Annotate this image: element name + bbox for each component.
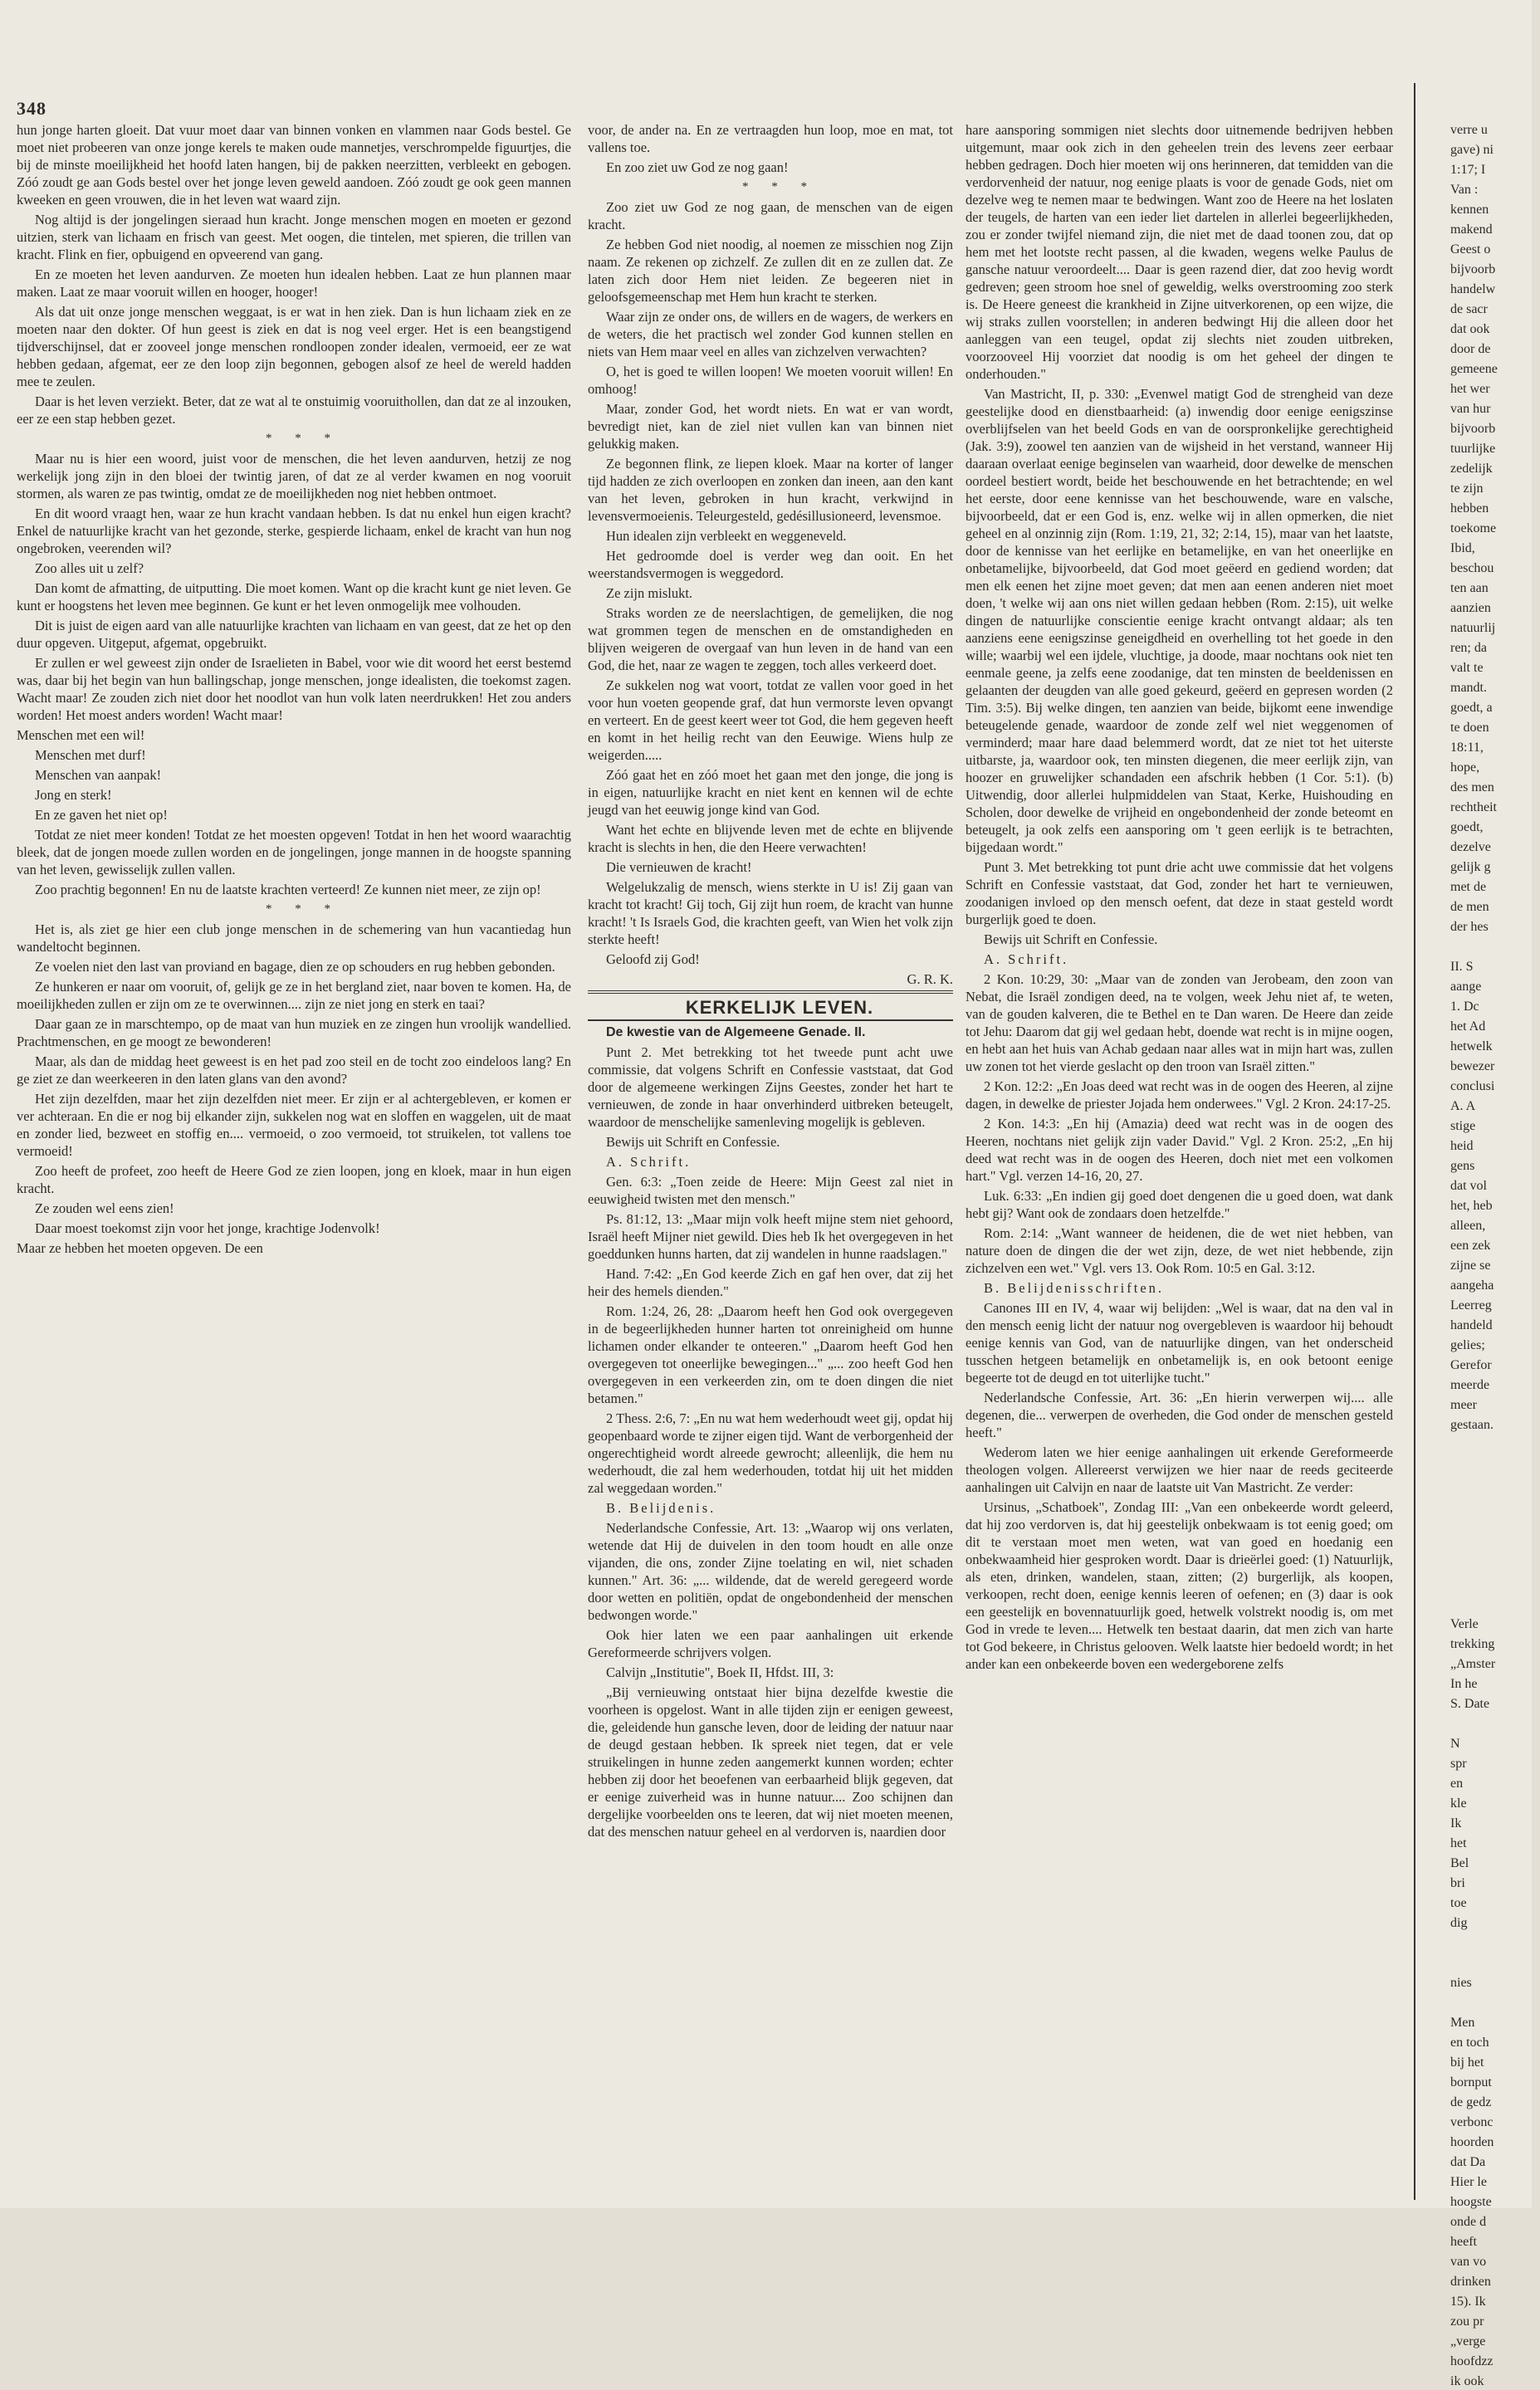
line-fragment: Hier le (1450, 2175, 1487, 2189)
line-fragment: en (1450, 1777, 1464, 1791)
paragraph: Zoo prachtig begonnen! En nu de laatste krachten verteerd! Ze kunnen niet meer, ze zijn op! (35, 882, 541, 897)
article-column-3 (966, 121, 1393, 2188)
line-fragment: een zek (1450, 1239, 1491, 1253)
line-fragment (1432, 1715, 1540, 1733)
paragraph: Zoo alles uit u zelf? (35, 560, 144, 576)
paragraph: En zoo ziet uw God ze nog gaan! (606, 159, 789, 175)
paragraph: Van Mastricht, II, p. 330: „Evenwel matigt God de strengheid van deze geestelijke dood en dienstbaarheid: (a) inwendig door eenige eenigszinse overblijfselen van het beeld Gods en van de oorspronkelijke gerechtigheid (Jak. 3:9), zoowel ten aanzien van de wijsheid in het verstand, wanneer Hij daaraan overlaat eenige beginselen van waarheid, door dewelke de menschen oordeel bestiert wordt, beide het beschouwende en het betrachtende; en wel het eerste, door eene kennisse van het beschouwende, ware en valsche, bijvoorbeeld, dat er een God is, enz. welke wij in allen opmerken, die niet geheel en al onzinnig zijn (Rom. 1:19, 21, 32; 2:14, 15), maar van het laatste, door de kennisse van het eerlijke en betamelijke, en van het oneerlijke en onbetamelijke, bijvoorbeeld, dat God moet geëerd en gediend worden; dat men elk eenen het zijne moet geven; dat men aan eenen anderen niet moet doen, 't welke wij aan ons niet willen gedaan hebben (Rom. 2:15), uit welke dingen de natuurlijke conscientie eenige kracht ontvangt aldaar; als ten aanziens eene eenigszinse geneigdheid en overhelling tot het goede in den wille; waarbij wel een ijdele, vluchtige, ja doode, maar nochtans ook niet ten eenmale geene, ja zelfs eene zoodanige, dat ten minsten de beeldenissen en gelaanten der deugden van alle goed gekeurd, geëerd en gepresen worden (2 Tim. 3:5). Bij welke dingen, ten aanzien van beide, bijkomt eene inwendige beteugelende genade, waardoor de zonde zelf wel niet weggenomen of verminderd; maar hare daad belemmerd wordt, dat ze niet tot het uiterste uitbarste, ja, waardoor ook, ten minsten diegenen, die meer eerlijk zijn, van hoozer en gruwelijker schandaden een afschrik hebben (1 Cor. 5:1). (b) Uitwendig, door allerlei hulpmiddelen van Staat, Kerke, Huishouding en Scholen, door dewelke de vrijheid en ongebondenheid der zonde beteomt en beteugelt, ja ook zelfs een aansporing om 't geen eerlijk is te betrachten, bijgedaan wordt." (966, 386, 1393, 855)
line-fragment: door de (1450, 342, 1491, 356)
paragraph: Ook hier laten we een paar aanhalingen uit erkende Gereformeerde schrijvers volgen. (588, 1627, 953, 1660)
paragraph: Ps. 81:12, 13: „Maar mijn volk heeft mijne stem niet gehoord, Israël heeft Mijner niet gewild. Dies heb Ik het overgegeven in het goeddunken hunns harten, dat zij wandelen in hunne raadslagen." (588, 1211, 953, 1262)
line-fragment: hoogste (1450, 2195, 1492, 2209)
paragraph: Welgelukzalig de mensch, wiens sterkte in U is! Zij gaan van kracht tot kracht! Gij toch, Gij zijt hun roem, de kracht van hunne kracht! 't Is Israels God, die krachten geeft, van Wien het volk zijn sterkte heeft! (588, 879, 953, 947)
line-fragment: bewezer (1450, 1059, 1495, 1073)
paragraph: B. Belijdenis. (606, 1500, 716, 1516)
paragraph: Calvijn „Institutie", Boek II, Hfdst. III, 3: (606, 1664, 834, 1680)
line-fragment: en toch (1450, 2036, 1489, 2050)
line-fragment: trekking (1450, 1637, 1495, 1651)
line-fragment: Men (1450, 2016, 1475, 2030)
line-fragment: handelw (1450, 282, 1496, 296)
paragraph: Menschen van aanpak! (35, 767, 162, 783)
paragraph: voor, de ander na. En ze vertraagden hun loop, moe en mat, tot vallens toe. (588, 122, 953, 155)
line-fragment: te doen (1450, 721, 1489, 735)
paragraph: Hand. 7:42: „En God keerde Zich en gaf hen over, dat zij het heir des hemels dienden." (588, 1266, 953, 1299)
line-fragment: aange (1450, 980, 1482, 994)
paragraph: Het zijn dezelfden, maar het zijn dezelfden niet meer. Er zijn er al achtergebleven, er komen er ver achteraan. En die er nog bij elkander zijn, sukkelen nog wat en sloffen en waggelen, uit de maat en zonder lied, bezweet en stoffig en.... vermoeid, o zoo vermoeid, tot struikelen, tot vallens toe vermoeid! (17, 1091, 571, 1159)
line-fragment: ren; da (1450, 641, 1487, 655)
line-fragment: beschou (1450, 561, 1494, 575)
paragraph: Waar zijn ze onder ons, de willers en de wagers, de werkers en de weters, die het practisch wel zonder God kunnen stellen en niets van Hem maar veel en alles van zichzelven verwachten? (588, 309, 953, 359)
paragraph: Rom. 1:24, 26, 28: „Daarom heeft hen God ook overgegeven in de begeerlijkheden hunner harten tot onreinigheid om hunne lichamen onder elkander te onteeren." „Daarom heeft God hen overgegeven tot oneerlijke bewegingen..." „... zoo heeft God hen overgegeven in een verkeerden zin, om te doen dingen die niet betamen." (588, 1303, 953, 1406)
line-fragment: ik ook (1450, 2374, 1484, 2388)
line-fragment: drinken (1450, 2275, 1491, 2289)
line-fragment: zijne se (1450, 1259, 1491, 1273)
line-fragment: de gedz (1450, 2095, 1492, 2109)
line-fragment: dat vol (1450, 1179, 1487, 1193)
line-fragment: mandt. (1450, 681, 1487, 695)
paragraph: Dan komt de afmatting, de uitputting. Die moet komen. Want op die kracht kunt ge niet leven. Ge kunt er hoogstens het leven mee beginnen. Ge kunt er het leven onmogelijk mee volhouden. (17, 580, 571, 613)
line-fragment: conclusi (1450, 1079, 1495, 1093)
paragraph: Wederom laten we hier eenige aanhalingen uit erkende Gereformeerde theologen volgen. Allereerst verwijzen we hier naar de reeds geciteerde aanhalingen uit Calvijn en naar de laatste uit Van Mastricht. Ze verder: (966, 1444, 1393, 1495)
paragraph: Bewijs uit Schrift en Confessie. (606, 1134, 780, 1150)
line-fragment: Leerreg (1450, 1298, 1492, 1312)
paragraph: Ze zijn mislukt. (606, 585, 693, 601)
paragraph: Geloofd zij God! (606, 951, 700, 967)
line-fragment: onde d (1450, 2215, 1487, 2229)
line-fragment: hebben (1450, 501, 1489, 516)
line-fragment: valt te (1450, 661, 1484, 675)
line-fragment: aanzien (1450, 601, 1491, 615)
line-fragment (1432, 1954, 1540, 1972)
line-fragment: toe (1450, 1896, 1467, 1910)
line-fragment: goedt, (1450, 820, 1484, 834)
line-fragment: heid (1450, 1139, 1474, 1153)
line-fragment: met de (1450, 880, 1487, 894)
line-fragment: „verge (1450, 2334, 1486, 2348)
line-fragment: Verle (1450, 1617, 1479, 1631)
line-fragment: gelies; (1450, 1338, 1485, 1352)
line-fragment: bijvoorb (1450, 422, 1496, 436)
paragraph: Want het echte en blijvende leven met de echte en blijvende kracht is slechts in hen, die den Heere verwachten! (588, 822, 953, 855)
line-fragment: het (1450, 1836, 1467, 1850)
paragraph: Er zullen er wel geweest zijn onder de Israelieten in Babel, voor wie dit woord het eerst bestemd was, daar bij het begin van hun ballingschap, jonge menschen, jonge idealisten, die toekomst zagen. Wacht maar! Ze zouden zich niet door het noodlot van hun volk laten neerdrukken! Het zou anders worden! Het moest anders worden! Wacht maar! (17, 655, 571, 723)
line-fragment: Ibid, (1450, 541, 1475, 555)
line-fragment: verre u (1450, 123, 1488, 137)
line-fragment: stige (1450, 1119, 1476, 1133)
line-fragment: het wer (1450, 382, 1490, 396)
paragraph: Ursinus, „Schatboek", Zondag III: „Van een onbekeerde wordt geleerd, dat hij zoo verdorven is, dat hij geestelijk onbekwaam is tot eenig goed; om dit te verstaan moet men weten, wat van goed en hoedanig een onbekwaamheid hier gesproken wordt. Daar is drieërlei goed: (1) Natuurlijk, als eten, drinken, wandelen, staan, zitten; (2) burgerlijk, als koopen, verkoopen, recht doen, eenige kennis leeren of oefenen; en (3) daar is ook een geestelijk en bovennatuurlijk goed, hetwelk volstrekt noodig is, om met God in vrede te leven.... Hetwelk ten bestaat daarin, dat men zich van harte tot God bekeere, in Christus gelooven. Welk laatste hier bedoeld wordt; in het ander kan een onbekeerde boven een wedergeborene zelfs (966, 1499, 1393, 1672)
line-fragment (1432, 1496, 1540, 1513)
line-fragment: Bel (1450, 1856, 1469, 1870)
paragraph: Maar, zonder God, het wordt niets. En wat er van wordt, bevredigt niet, kan de ziel niet vullen kan van binnen niet gelukkig maken. (588, 401, 953, 452)
line-fragment (1432, 1436, 1540, 1454)
paragraph: Nederlandsche Confessie, Art. 36: „En hierin verwerpen wij.... alle degenen, die... verwerpen de overheden, die God onder de menschen gesteld heeft." (966, 1390, 1393, 1440)
line-fragment: zou pr (1450, 2314, 1484, 2329)
line-fragment: gelijk g (1450, 860, 1491, 874)
line-fragment: hope, (1450, 760, 1480, 775)
paragraph: En ze gaven het niet op! (35, 807, 168, 823)
line-fragment: „Amster (1450, 1657, 1496, 1671)
line-fragment: van hur (1450, 402, 1491, 416)
paragraph: „Bij vernieuwing ontstaat hier bijna dezelfde kwestie die voorheen is opgelost. Want in alle tijden zijn er eenigen geweest, die, geleidende hun gansche leven, door de leiding der natuur naar de deugd gestaan hebben. Ik spreek niet tegen, dat er vele struikelingen in hunne zeden aangemerkt kunnen worden; echter hebben zij door het beoefenen van eerbaarheid blijk gegeven, dat er eenige zuiverheid was in hunne natuur.... Zoo schijnen dan dergelijke voorbeelden ons te leeren, dat wij niet moeten meenen, dat des menschen natuur geheel en al verdorven is, naardien door (588, 1684, 953, 1840)
line-fragment (1432, 1596, 1540, 1613)
line-fragment: alleen, (1450, 1219, 1486, 1233)
paragraph: Daar is het leven verziekt. Beter, dat ze wat al te onstuimig vooruithollen, dan dat ze al inzouken, eer ze een stap hebben gezet. (17, 393, 571, 427)
paragraph: Nog altijd is der jongelingen sieraad hun kracht. Jonge menschen mogen en moeten er gezond uitzien, sterk van lichaam en frisch van geest. Met oogen, die tintelen, met spieren, die trillen van kracht. Flink en fier, opbuigend en opveerend van gang. (17, 212, 571, 262)
paragraph: Punt 2. Met betrekking tot het tweede punt acht uwe commissie, dat volgens Schrift en Confessie vaststaat, dat God door de algemeene werkingen Zijns Geestes, zonder het hart te vernieuwen, de zonde in haar onverhinderd uitbreken beteugelt, waardoor de menschelijke samenleving mogelijk is gebleven. (588, 1044, 953, 1130)
line-fragment (1432, 1994, 1540, 2011)
line-fragment: In he (1450, 1677, 1478, 1691)
line-fragment: de sacr (1450, 302, 1488, 316)
line-fragment: verbonc (1450, 2115, 1494, 2129)
line-fragment: spr (1450, 1757, 1467, 1771)
line-fragment: rechtheit (1450, 800, 1497, 814)
line-fragment: meerde (1450, 1378, 1490, 1392)
line-fragment: aangeha (1450, 1278, 1494, 1293)
line-fragment: heeft (1450, 2235, 1477, 2249)
paragraph: En ze moeten het leven aandurven. Ze moeten hun idealen hebben. Laat ze hun plannen maar maken. Laat ze maar vooruit willen en hooger, hooger! (17, 266, 571, 300)
line-fragment (1432, 1556, 1540, 1573)
paragraph: Canones III en IV, 4, waar wij belijden: „Wel is waar, dat na den val in den mensch eenig licht der natuur nog overgebleven is waardoor hij behoudt eenige kennis van God, van de natuurlijke dingen, van het onderscheid tusschen hetgeen betamelijk en onbetamelijk is, en ook betoont eenige begeerte tot de deugd en tot uiterlijke tucht." (966, 1300, 1393, 1386)
line-fragment: dat Da (1450, 2155, 1486, 2169)
paragraph: Menschen met een wil! (17, 727, 145, 743)
line-fragment (1432, 1456, 1540, 1474)
line-fragment: Geest o (1450, 242, 1491, 257)
line-fragment: handeld (1450, 1318, 1493, 1332)
line-fragment (1432, 1516, 1540, 1533)
line-fragment: A. A (1450, 1099, 1476, 1113)
line-fragment: kle (1450, 1796, 1467, 1811)
section-separator: * * * (266, 902, 340, 916)
line-fragment: het Ad (1450, 1019, 1486, 1034)
section-heading: KERKELIJK LEVEN. (588, 990, 953, 1021)
line-fragment: makend (1450, 222, 1493, 237)
paragraph: Ze hebben God niet noodig, al noemen ze misschien nog Zijn naam. Ze rekenen op zichzelf. Ze zullen dit en ze zullen dat. Ze laten zich door Hem niet leiden. Ze begeeren niet in geloofsgemeenschap met Hem hun kracht te sterken. (588, 237, 953, 305)
paragraph: Ze sukkelen nog wat voort, totdat ze vallen voor goed in het voor hun voeten geopende graf, dat hun vermorste leven opvangt en verteert. En de geest keert weer tot God, die hem gegeven heeft en komt in het heilig recht van den Eeuwige. Wiens hulp ze weigerden..... (588, 677, 953, 763)
paragraph: Totdat ze niet meer konden! Totdat ze het moesten opgeven! Totdat in hen het woord waarachtig bleek, dat de jongen moede zullen worden en de jongelingen, jonge mannen in de hoogste spanning van het leven, gewisselijk zullen vallen. (17, 827, 571, 877)
paragraph: Ze begonnen flink, ze liepen kloek. Maar na korter of langer tijd hadden ze zich overloopen en zonken dan ineen, aan den kant van het leven, gebroken in hun kracht, verkwijnd in levensvermoeienis. Teleurgesteld, gedésillusioneerd, levensmoe. (588, 456, 953, 524)
paragraph: Maar ze hebben het moeten opgeven. De een (17, 1240, 263, 1256)
line-fragment: gave) ni (1450, 143, 1494, 157)
paragraph: Als dat uit onze jonge menschen weggaat, is er wat in hen ziek. Dan is hun lichaam ziek en ze moeten naar den dokter. Of hun geest is ziek en dat is nog veel erger. Het is een beangstigend tijdverschijnsel, dat er zooveel jonge menschen rondloopen zonder idealen, vermoeid, eer ze wat hebben gedaan, afgemat, eer ze den loop zijn begonnen, gebogen alsof ze heel de wereld hadden mee te zeulen. (17, 304, 571, 389)
line-fragment: bri (1450, 1876, 1465, 1890)
line-fragment: der hes (1450, 920, 1489, 934)
paragraph: A. Schrift. (984, 951, 1069, 967)
paragraph: Maar nu is hier een woord, juist voor de menschen, die het leven aandurven, hetzij ze nog werkelijk jong zijn in den bloei der twintig jaren, of dat ze al verder kwamen en nog vooruit stormen, als waren ze pas twintig, omdat ze de moeilijkheden nog niet hebben ontmoet. (17, 451, 571, 501)
paragraph: Bewijs uit Schrift en Confessie. (984, 931, 1158, 947)
paragraph: Zoo ziet uw God ze nog gaan, de menschen van de eigen kracht. (588, 199, 953, 232)
line-fragment: toekome (1450, 521, 1497, 535)
line-fragment: dat ook (1450, 322, 1490, 336)
line-fragment: 1. Dc (1450, 999, 1479, 1014)
line-fragment (1432, 938, 1540, 956)
line-fragment: dig (1450, 1916, 1468, 1930)
paragraph: hare aansporing sommigen niet slechts door uitnemende bedrijven hebben uitgemunt, maar ook zich in den geheelen trein des levens zeer eerbaar hebben gedragen. Doch hier moeten wij ons herinneren, dat temidden van die verdorvenheid der natuur, nog eenige plaats is voor de genade Gods, niet om dezelve weg te nemen maar te bedwingen. Want zoo de Heere na het loslaten der teugels, de harten van een ieder liet dartelen in allerlei begeerlijkheden, zou er zonder twijfel niemand zijn, die niet met de daad toonen zou, dat op hem met het lootste recht passen, al die kwaden, wegens welke Paulus de gansche natuur veroordeelt.... Daar is geen razend dier, dat zoo hevig wordt gedreven; geen stroom hoe snel of geweldig, welks overstrooming zoo sterk is. De Heere geneest die krankheid in Zijne uitverkorenen, op een wijze, die wij straks zullen voorstellen; in anderen bedwingt Hij die alleen door het aanleggen van een teugel, opdat zij slechts niet zouden uitbreken, voorzooveel Hij voorziet dat noodig is om het geheel der dingen te onderhouden." (966, 122, 1393, 382)
line-fragment: van vo (1450, 2255, 1487, 2269)
line-fragment: hoofdzz (1450, 2354, 1494, 2368)
paragraph: Punt 3. Met betrekking tot punt drie acht uwe commissie dat het volgens Schrift en Confessie vaststaat, dat God, zonder het hart te vernieuwen, zoodanigen invloed op den mensch oefent, dat deze in staat gesteld wordt burgerlijk goed te doen. (966, 859, 1393, 927)
line-fragment: Van : (1450, 183, 1479, 197)
line-fragment (1432, 1576, 1540, 1593)
line-fragment: meer (1450, 1398, 1477, 1412)
section-separator: * * * (742, 180, 817, 193)
paragraph: Daar moest toekomst zijn voor het jonge, krachtige Jodenvolk! (35, 1220, 380, 1236)
paragraph: Nederlandsche Confessie, Art. 13: „Waarop wij ons verlaten, wetende dat Hij de duivelen in den toom houdt en alle onze vijanden, die ons, zonder Zijne toelating en wil, niet schaden kunnen." Art. 36: „... wildende, dat de wereld geregeerd worde door wetten en politiën, opdat de ongebondenheid der menschen bedwongen worde." (588, 1520, 953, 1623)
paragraph: hun jonge harten gloeit. Dat vuur moet daar van binnen vonken en vlammen naar Gods bestel. Ge moet niet probeeren van onze jonge kerels te maken oude mannetjes, verschrompelde figuurtjes, die bij de minste moeilijkheid het hoofd laten hangen, bij de pakken neerzitten, verbleekt en gebogen. Zóó zoudt ge aan Gods bestel over het jonge leven geweld aandoen. Zóó zoudt ge ook geen mannen kweeken en geen vrouwen, die in het leven wat waard zijn. (17, 122, 571, 208)
paragraph: Die vernieuwen de kracht! (606, 859, 752, 875)
line-fragment (1432, 1536, 1540, 1553)
line-fragment: hetwelk (1450, 1039, 1493, 1053)
line-fragment: gemeene (1450, 362, 1498, 376)
line-fragment: goedt, a (1450, 701, 1493, 715)
paragraph: Zoo heeft de profeet, zoo heeft de Heere God ze zien loopen, jong en kloek, maar in hun eigen kracht. (17, 1163, 571, 1196)
paragraph: 2 Kon. 14:3: „En hij (Amazia) deed wat recht was in de oogen des Heeren, nochtans niet gelijk zijn vader David." Vgl. 2 Kron. 25:2, „En hij deed wat recht was in de oogen des Heeren, doch niet met een volkomen hart." Vgl. verzen 14-16, 20, 27. (966, 1116, 1393, 1184)
line-fragment: tuurlijke (1450, 442, 1496, 456)
paragraph: Ze voelen niet den last van proviand en bagage, dien ze op schouders en rug hebben gebonden. (35, 959, 555, 975)
line-fragment: gestaan. (1450, 1418, 1494, 1432)
line-fragment: gens (1450, 1159, 1475, 1173)
line-fragment: bijvoorb (1450, 262, 1496, 276)
line-fragment: ten aan (1450, 581, 1489, 595)
paragraph: En dit woord vraagt hen, waar ze hun kracht vandaan hebben. Is dat nu enkel hun eigen kracht? Enkel de natuurlijke kracht van het gezonde, sterke, gespierde lichaam, enkel de kracht van hun nog ongebroken, veerenden wil? (17, 506, 571, 556)
line-fragment: bornput (1450, 2075, 1492, 2089)
line-fragment: 18:11, (1450, 740, 1484, 755)
line-fragment: te zijn (1450, 481, 1484, 496)
line-fragment: Gerefor (1450, 1358, 1492, 1372)
paragraph: Het is, als ziet ge hier een club jonge menschen in de schemering van hun vacantiedag hun wandeltocht beginnen. (17, 921, 571, 955)
paragraph: Menschen met durf! (35, 747, 146, 763)
article-column-1 (17, 121, 571, 2188)
line-fragment: het, heb (1450, 1199, 1493, 1213)
line-fragment: natuurlij (1450, 621, 1496, 635)
paragraph: Straks worden ze de neerslachtigen, de gemelijken, die nog wat grommen tegen de menschen en de omstandigheden en blijven weigeren de overgaaf van hun leven in de hand van een God, die het, naar ze wagen te zeggen, toch alles verkeerd doet. (588, 605, 953, 673)
paragraph: 2 Kon. 10:29, 30: „Maar van de zonden van Jerobeam, den zoon van Nebat, die Israël zondigen deed, na te volgen, week Jehu niet af, te weten, van de gouden kalveren, die te Bethel en te Dan waren. De Heere dan zeide tot Jehu: Daarom dat gij wel gedaan hebt, doende wat recht is in mijne oogen, en hebt aan het huis van Achab gedaan naar alles wat in mijn hart was, zullen uw zonen tot het vierde geslacht op den troon van Israël zitten." (966, 971, 1393, 1074)
line-fragment: II. S (1450, 960, 1474, 974)
line-fragment: hoorden (1450, 2135, 1494, 2149)
article-heading: De kwestie van de Algemeene Genade. II. (606, 1025, 866, 1039)
paragraph: Ze zouden wel eens zien! (35, 1200, 174, 1216)
paragraph: Ze hunkeren er naar om vooruit, of, gelijk ge ze in het bergland ziet, naar boven te komen. Ha, de moeilijkheden zullen er zijn om ze te overwinnen.... zijn ze niet jong en sterk en taai? (17, 979, 571, 1012)
line-fragment: zedelijk (1450, 462, 1493, 476)
line-fragment: bij het (1450, 2055, 1484, 2070)
paragraph: A. Schrift. (606, 1154, 692, 1170)
author-signature: G. R. K. (907, 971, 953, 987)
line-fragment: des men (1450, 780, 1494, 794)
paragraph: 2 Kon. 12:2: „En Joas deed wat recht was in de oogen des Heeren, al zijne dagen, in dewelke de priester Jojada hem onderwees." Vgl. 2 Kron. 24:17-25. (966, 1078, 1393, 1112)
paragraph: Hun idealen zijn verbleekt en weggeneveld. (606, 528, 847, 544)
paragraph: Daar gaan ze in marschtempo, op de maat van hun muziek en ze zingen hun vroolijk wandellied. Prachtmenschen, en ge moogt ze bewonderen! (17, 1016, 571, 1049)
paragraph: Jong en sterk! (35, 787, 112, 803)
line-fragment: dezelve (1450, 840, 1491, 854)
paragraph: Dit is juist de eigen aard van alle natuurlijke krachten van lichaam en van geest, dat ze het op den duur opgeven. Uitgeput, afgemat, opgebruikt. (17, 618, 571, 651)
page-number: 348 (17, 98, 46, 119)
line-fragment (1432, 1476, 1540, 1493)
line-fragment: 1:17; I (1450, 163, 1486, 177)
paragraph: Zóó gaat het en zóó moet het gaan met den jonge, die jong is in eigen, natuurlijke kracht en niet kent en kennen wil de echte jeugd van het eeuwig jonge kind van God. (588, 767, 953, 818)
paragraph: Gen. 6:3: „Toen zeide de Heere: Mijn Geest zal niet in eeuwigheid twisten met den mensch." (588, 1174, 953, 1207)
section-separator: * * * (266, 432, 340, 445)
paragraph: Rom. 2:14: „Want wanneer de heidenen, die de wet niet hebben, van nature doen de dingen die der wet zijn, deze, de wet niet hebbende, zijn zichzelven een wet." Vgl. vers 13. Ook Rom. 10:5 en Gal. 3:12. (966, 1225, 1393, 1276)
cropped-column-4 (1432, 121, 1540, 2388)
line-fragment: N (1450, 1737, 1460, 1751)
paragraph: Luk. 6:33: „En indien gij goed doet dengenen die u goed doen, wat dank hebt gij? Want ook de zondaars doen hetzelfde." (966, 1188, 1393, 1221)
line-fragment: nies (1450, 1976, 1472, 1990)
line-fragment: 15). Ik (1450, 2295, 1486, 2309)
line-fragment (1432, 1934, 1540, 1952)
paragraph: 2 Thess. 2:6, 7: „En nu wat hem wederhoudt weet gij, opdat hij geopenbaard worde te zijner eigen tijd. Want de verborgenheid der ongerechtigheid wordt alreede gewrocht; alleenlijk, die hem nu wederhoudt, die zal hem wederhouden, totdat hij uit het midden zal weggedaan worden." (588, 1410, 953, 1496)
paragraph: B. Belijdenisschriften. (984, 1280, 1165, 1296)
paragraph: O, het is goed te willen loopen! We moeten vooruit willen! En omhoog! (588, 364, 953, 397)
paragraph: Het gedroomde doel is verder weg dan ooit. En het weerstandsvermogen is weggedord. (588, 548, 953, 581)
column-divider (1414, 83, 1415, 2200)
article-column-2 (588, 121, 953, 2188)
line-fragment: Ik (1450, 1816, 1462, 1830)
paragraph: Maar, als dan de middag heet geweest is en het pad zoo steil en de tocht zoo eindeloos lang? En ge ziet ze dan weerkeeren in den laten glans van den avond? (17, 1053, 571, 1087)
line-fragment: kennen (1450, 203, 1489, 217)
line-fragment: de men (1450, 900, 1489, 914)
line-fragment: S. Date (1450, 1697, 1490, 1711)
